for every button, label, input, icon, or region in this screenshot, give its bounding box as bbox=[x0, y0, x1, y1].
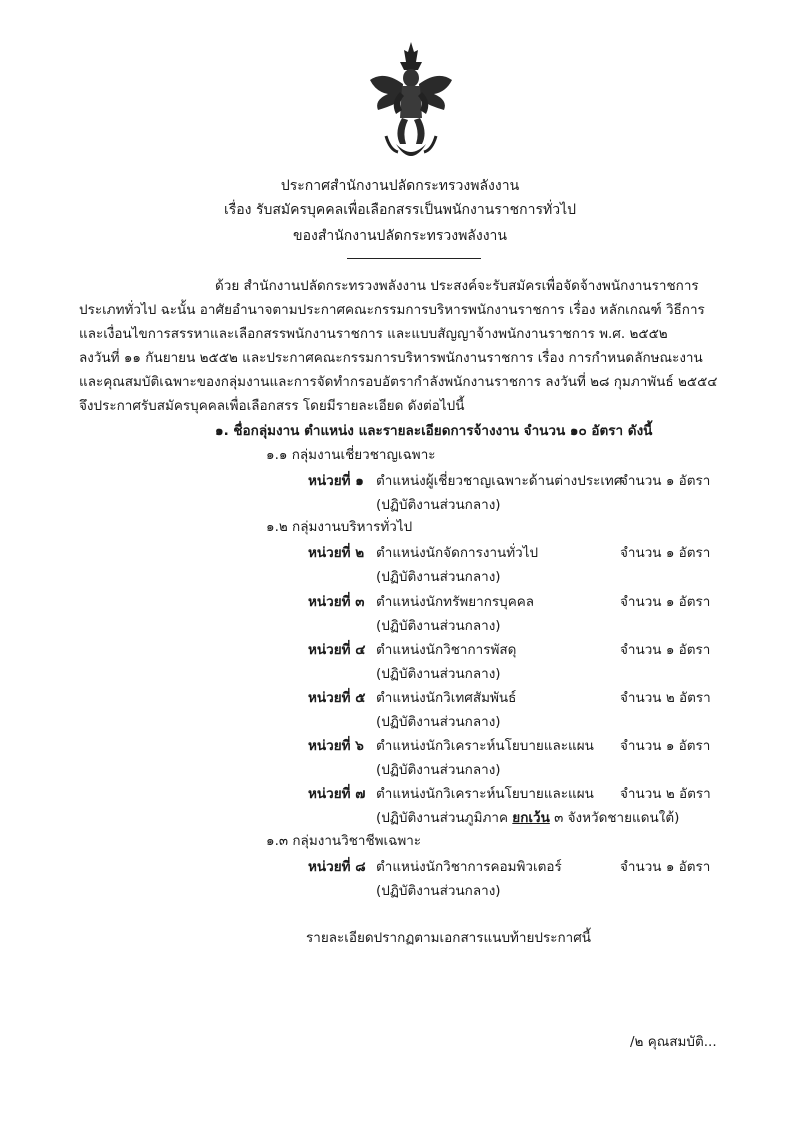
announcement-title: ประกาศสำนักงานปลัดกระทรวงพลังงาน bbox=[280, 178, 520, 194]
garuda-emblem-icon bbox=[366, 40, 456, 168]
section-1-heading: ๑. ชื่อกลุ่มงาน ตำแหน่ง และรายละเอียดการจ้างงาน จำนวน ๑๐ อัตรา ดังนี้ bbox=[215, 423, 653, 439]
intro-line-6: จึงประกาศรับสมัครบุคคลเพื่อเลือกสรร โดยมีรายละเอียด ดังต่อไปนี้ bbox=[79, 398, 465, 414]
unit-3-position: ตำแหน่งนักทรัพยากรบุคคล bbox=[376, 594, 535, 610]
unit-3-count: จำนวน ๑ อัตรา bbox=[620, 594, 711, 610]
unit-1-position: ตำแหน่งผู้เชี่ยวชาญเฉพาะด้านต่างประเทศ bbox=[376, 473, 623, 489]
unit-7-location-emphasis: ยกเว้น bbox=[512, 810, 550, 826]
unit-2-count: จำนวน ๑ อัตรา bbox=[620, 545, 711, 561]
unit-7-count: จำนวน ๒ อัตรา bbox=[620, 786, 711, 802]
unit-2-position: ตำแหน่งนักจัดการงานทั่วไป bbox=[376, 545, 539, 561]
unit-2-number: หน่วยที่ ๒ bbox=[308, 545, 365, 561]
unit-2-location: (ปฏิบัติงานส่วนกลาง) bbox=[376, 569, 501, 585]
continued-page-marker: /๒ คุณสมบัติ... bbox=[630, 1034, 717, 1050]
unit-4-location: (ปฏิบัติงานส่วนกลาง) bbox=[376, 666, 501, 682]
unit-5-count: จำนวน ๒ อัตรา bbox=[620, 690, 711, 706]
announcement-subject: เรื่อง รับสมัครบุคคลเพื่อเลือกสรรเป็นพนักงานราชการทั่วไป bbox=[223, 202, 577, 218]
unit-8-location: (ปฏิบัติงานส่วนกลาง) bbox=[376, 883, 501, 899]
title-divider bbox=[347, 258, 481, 259]
unit-3-number: หน่วยที่ ๓ bbox=[308, 594, 365, 610]
unit-4-position: ตำแหน่งนักวิชาการพัสดุ bbox=[376, 642, 517, 658]
unit-6-number: หน่วยที่ ๖ bbox=[308, 738, 364, 754]
intro-line-5: และคุณสมบัติเฉพาะของกลุ่มงานและการจัดทำกรอบอัตรากำลังพนักงานราชการ ลงวันที่ ๒๘ กุมภาพันธ์ ๒๕๕๔ bbox=[79, 374, 718, 390]
unit-6-location: (ปฏิบัติงานส่วนกลาง) bbox=[376, 762, 501, 778]
intro-line-4: ลงวันที่ ๑๑ กันยายน ๒๕๕๒ และประกาศคณะกรรมการบริหารพนักงานราชการ เรื่อง การกำหนดลักษณะงาน bbox=[79, 350, 703, 366]
unit-6-position: ตำแหน่งนักวิเคราะห์นโยบายและแผน bbox=[376, 738, 594, 754]
group-1-1-title: ๑.๑ กลุ่มงานเชี่ยวชาญเฉพาะ bbox=[266, 447, 436, 463]
intro-line-2: ประเภททั่วไป ฉะนั้น อาศัยอำนาจตามประกาศคณะกรรมการบริหารพนักงานราชการ เรื่อง หลักเกณฑ์ วิธีการ bbox=[79, 302, 705, 318]
unit-3-location: (ปฏิบัติงานส่วนกลาง) bbox=[376, 618, 501, 634]
unit-7-number: หน่วยที่ ๗ bbox=[308, 786, 366, 802]
unit-1-count: จำนวน ๑ อัตรา bbox=[620, 473, 711, 489]
intro-line-3: และเงื่อนไขการสรรหาและเลือกสรรพนักงานราชการ และแบบสัญญาจ้างพนักงานราชการ พ.ศ. ๒๕๕๒ bbox=[79, 326, 668, 342]
unit-1-location: (ปฏิบัติงานส่วนกลาง) bbox=[376, 497, 501, 513]
unit-7-location bbox=[376, 806, 679, 828]
unit-5-number: หน่วยที่ ๕ bbox=[308, 690, 366, 706]
unit-8-count: จำนวน ๑ อัตรา bbox=[620, 859, 711, 875]
unit-8-number: หน่วยที่ ๘ bbox=[308, 859, 366, 875]
intro-line-1: ด้วย สำนักงานปลัดกระทรวงพลังงาน ประสงค์จะรับสมัครเพื่อจัดจ้างพนักงานราชการ bbox=[215, 278, 699, 294]
unit-8-position: ตำแหน่งนักวิชาการคอมพิวเตอร์ bbox=[376, 859, 562, 875]
closing-note: รายละเอียดปรากฏตามเอกสารแนบท้ายประกาศนี้ bbox=[306, 930, 592, 946]
unit-4-count: จำนวน ๑ อัตรา bbox=[620, 642, 711, 658]
unit-7-location-pre: (ปฏิบัติงานส่วนภูมิภาค bbox=[376, 810, 508, 826]
group-1-3-title: ๑.๓ กลุ่มงานวิชาชีพเฉพาะ bbox=[266, 833, 422, 849]
group-1-2-title: ๑.๒ กลุ่มงานบริหารทั่วไป bbox=[266, 519, 413, 535]
unit-4-number: หน่วยที่ ๔ bbox=[308, 642, 366, 658]
unit-5-position: ตำแหน่งนักวิเทศสัมพันธ์ bbox=[376, 690, 517, 706]
unit-5-location: (ปฏิบัติงานส่วนกลาง) bbox=[376, 714, 501, 730]
unit-7-location-post: ๓ จังหวัดชายแดนใต้) bbox=[554, 810, 680, 826]
unit-1-number: หน่วยที่ ๑ bbox=[308, 473, 364, 489]
unit-6-count: จำนวน ๑ อัตรา bbox=[620, 738, 711, 754]
announcement-subject-cont: ของสำนักงานปลัดกระทรวงพลังงาน bbox=[293, 228, 507, 244]
unit-7-position: ตำแหน่งนักวิเคราะห์นโยบายและแผน bbox=[376, 786, 594, 802]
